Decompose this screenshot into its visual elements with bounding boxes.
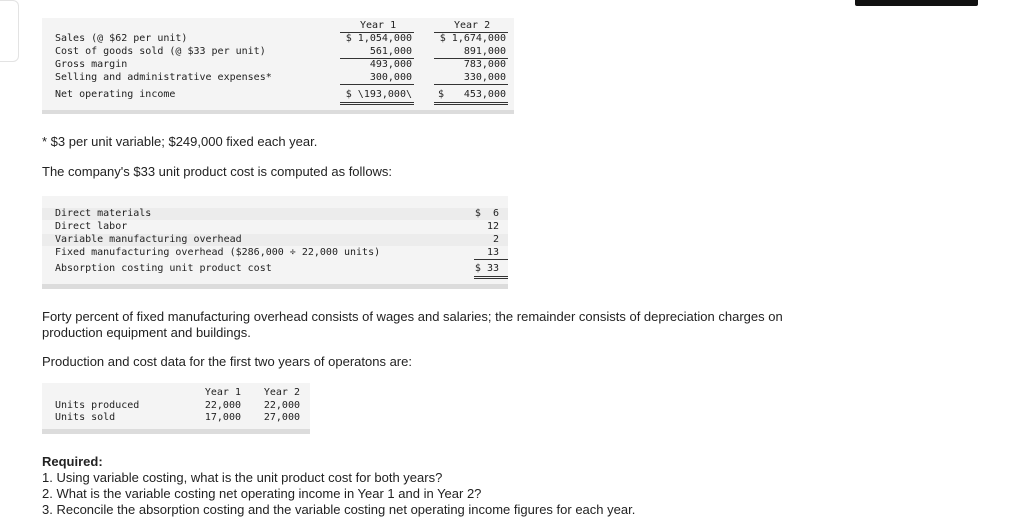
direct-materials-label: Direct materials [55, 208, 152, 219]
side-panel-tab[interactable] [0, 0, 19, 62]
units-sold-y2: 27,000 [263, 412, 300, 423]
fixed-overhead-value: 13 [486, 247, 499, 258]
row-net-income-y2: 453,000 [463, 89, 506, 100]
direct-labor-label: Direct labor [55, 221, 128, 232]
row-net-income-y1: $ \193,000\ [345, 89, 412, 100]
row-gross-margin-y1: 493,000 [369, 59, 412, 70]
required-item-3: 3. Reconcile the absorption costing and the variable costing net operating income figures for each year. [42, 502, 636, 517]
year2-header: Year 2 [454, 20, 491, 31]
footnote: * $3 per unit variable; $249,000 fixed each year. [42, 134, 318, 149]
absorption-cost-value: $ 33 [474, 263, 499, 274]
units-produced-label: Units produced [55, 400, 140, 411]
production-table [42, 383, 310, 435]
required-item-2: 2. What is the variable costing net operating income in Year 1 and in Year 2? [42, 486, 482, 501]
row-cogs-y2: 891,000 [463, 46, 506, 57]
direct-labor-value: 12 [486, 221, 499, 232]
row-net-income-label: Net operating income [55, 89, 176, 100]
required-heading: Required: [42, 454, 103, 469]
row-selling-admin-y1: 300,000 [369, 72, 412, 83]
row-sales-label: Sales (@ $62 per unit) [55, 33, 188, 44]
variable-overhead-label: Variable manufacturing overhead [55, 234, 242, 245]
direct-materials-value: $ 6 [474, 208, 499, 219]
variable-overhead-value: 2 [492, 234, 499, 245]
unit-cost-intro: The company's $33 unit product cost is computed as follows: [42, 164, 393, 179]
row-sales-y2: $ 1,674,000 [439, 33, 506, 44]
required-section [42, 454, 635, 518]
row-cogs-y1: 561,000 [369, 46, 412, 57]
row-gross-margin-label: Gross margin [55, 59, 128, 70]
row-selling-admin-y2: 330,000 [463, 72, 506, 83]
units-sold-label: Units sold [55, 412, 116, 423]
year1-header: Year 1 [360, 20, 397, 31]
absorption-cost-label: Absorption costing unit product cost [55, 263, 272, 274]
units-sold-y1: 17,000 [204, 412, 241, 423]
top-toolbar-bar[interactable] [855, 0, 978, 6]
units-produced-y1: 22,000 [204, 400, 241, 411]
row-net-income-y2-sign: $ [438, 89, 445, 100]
income-statement-table [42, 18, 514, 114]
overhead-paragraph: Forty percent of fixed manufacturing overhead consists of wages and salaries; the remainder consists of depreciation charges on production equipment and buildings. [42, 309, 783, 340]
row-selling-admin-label: Selling and administrative expenses* [55, 72, 272, 83]
unit-cost-table [42, 196, 508, 290]
production-intro: Production and cost data for the first two years of operatons are: [42, 354, 412, 369]
row-cogs-label: Cost of goods sold (@ $33 per unit) [55, 46, 266, 57]
production-year2-header: Year 2 [263, 387, 300, 398]
production-year1-header: Year 1 [204, 387, 241, 398]
fixed-overhead-label: Fixed manufacturing overhead ($286,000 ÷ 22,000 units) [55, 247, 381, 258]
row-gross-margin-y2: 783,000 [463, 59, 506, 70]
row-sales-y1: $ 1,054,000 [345, 33, 412, 44]
required-item-1: 1. Using variable costing, what is the unit product cost for both years? [42, 470, 443, 485]
units-produced-y2: 22,000 [263, 400, 300, 411]
